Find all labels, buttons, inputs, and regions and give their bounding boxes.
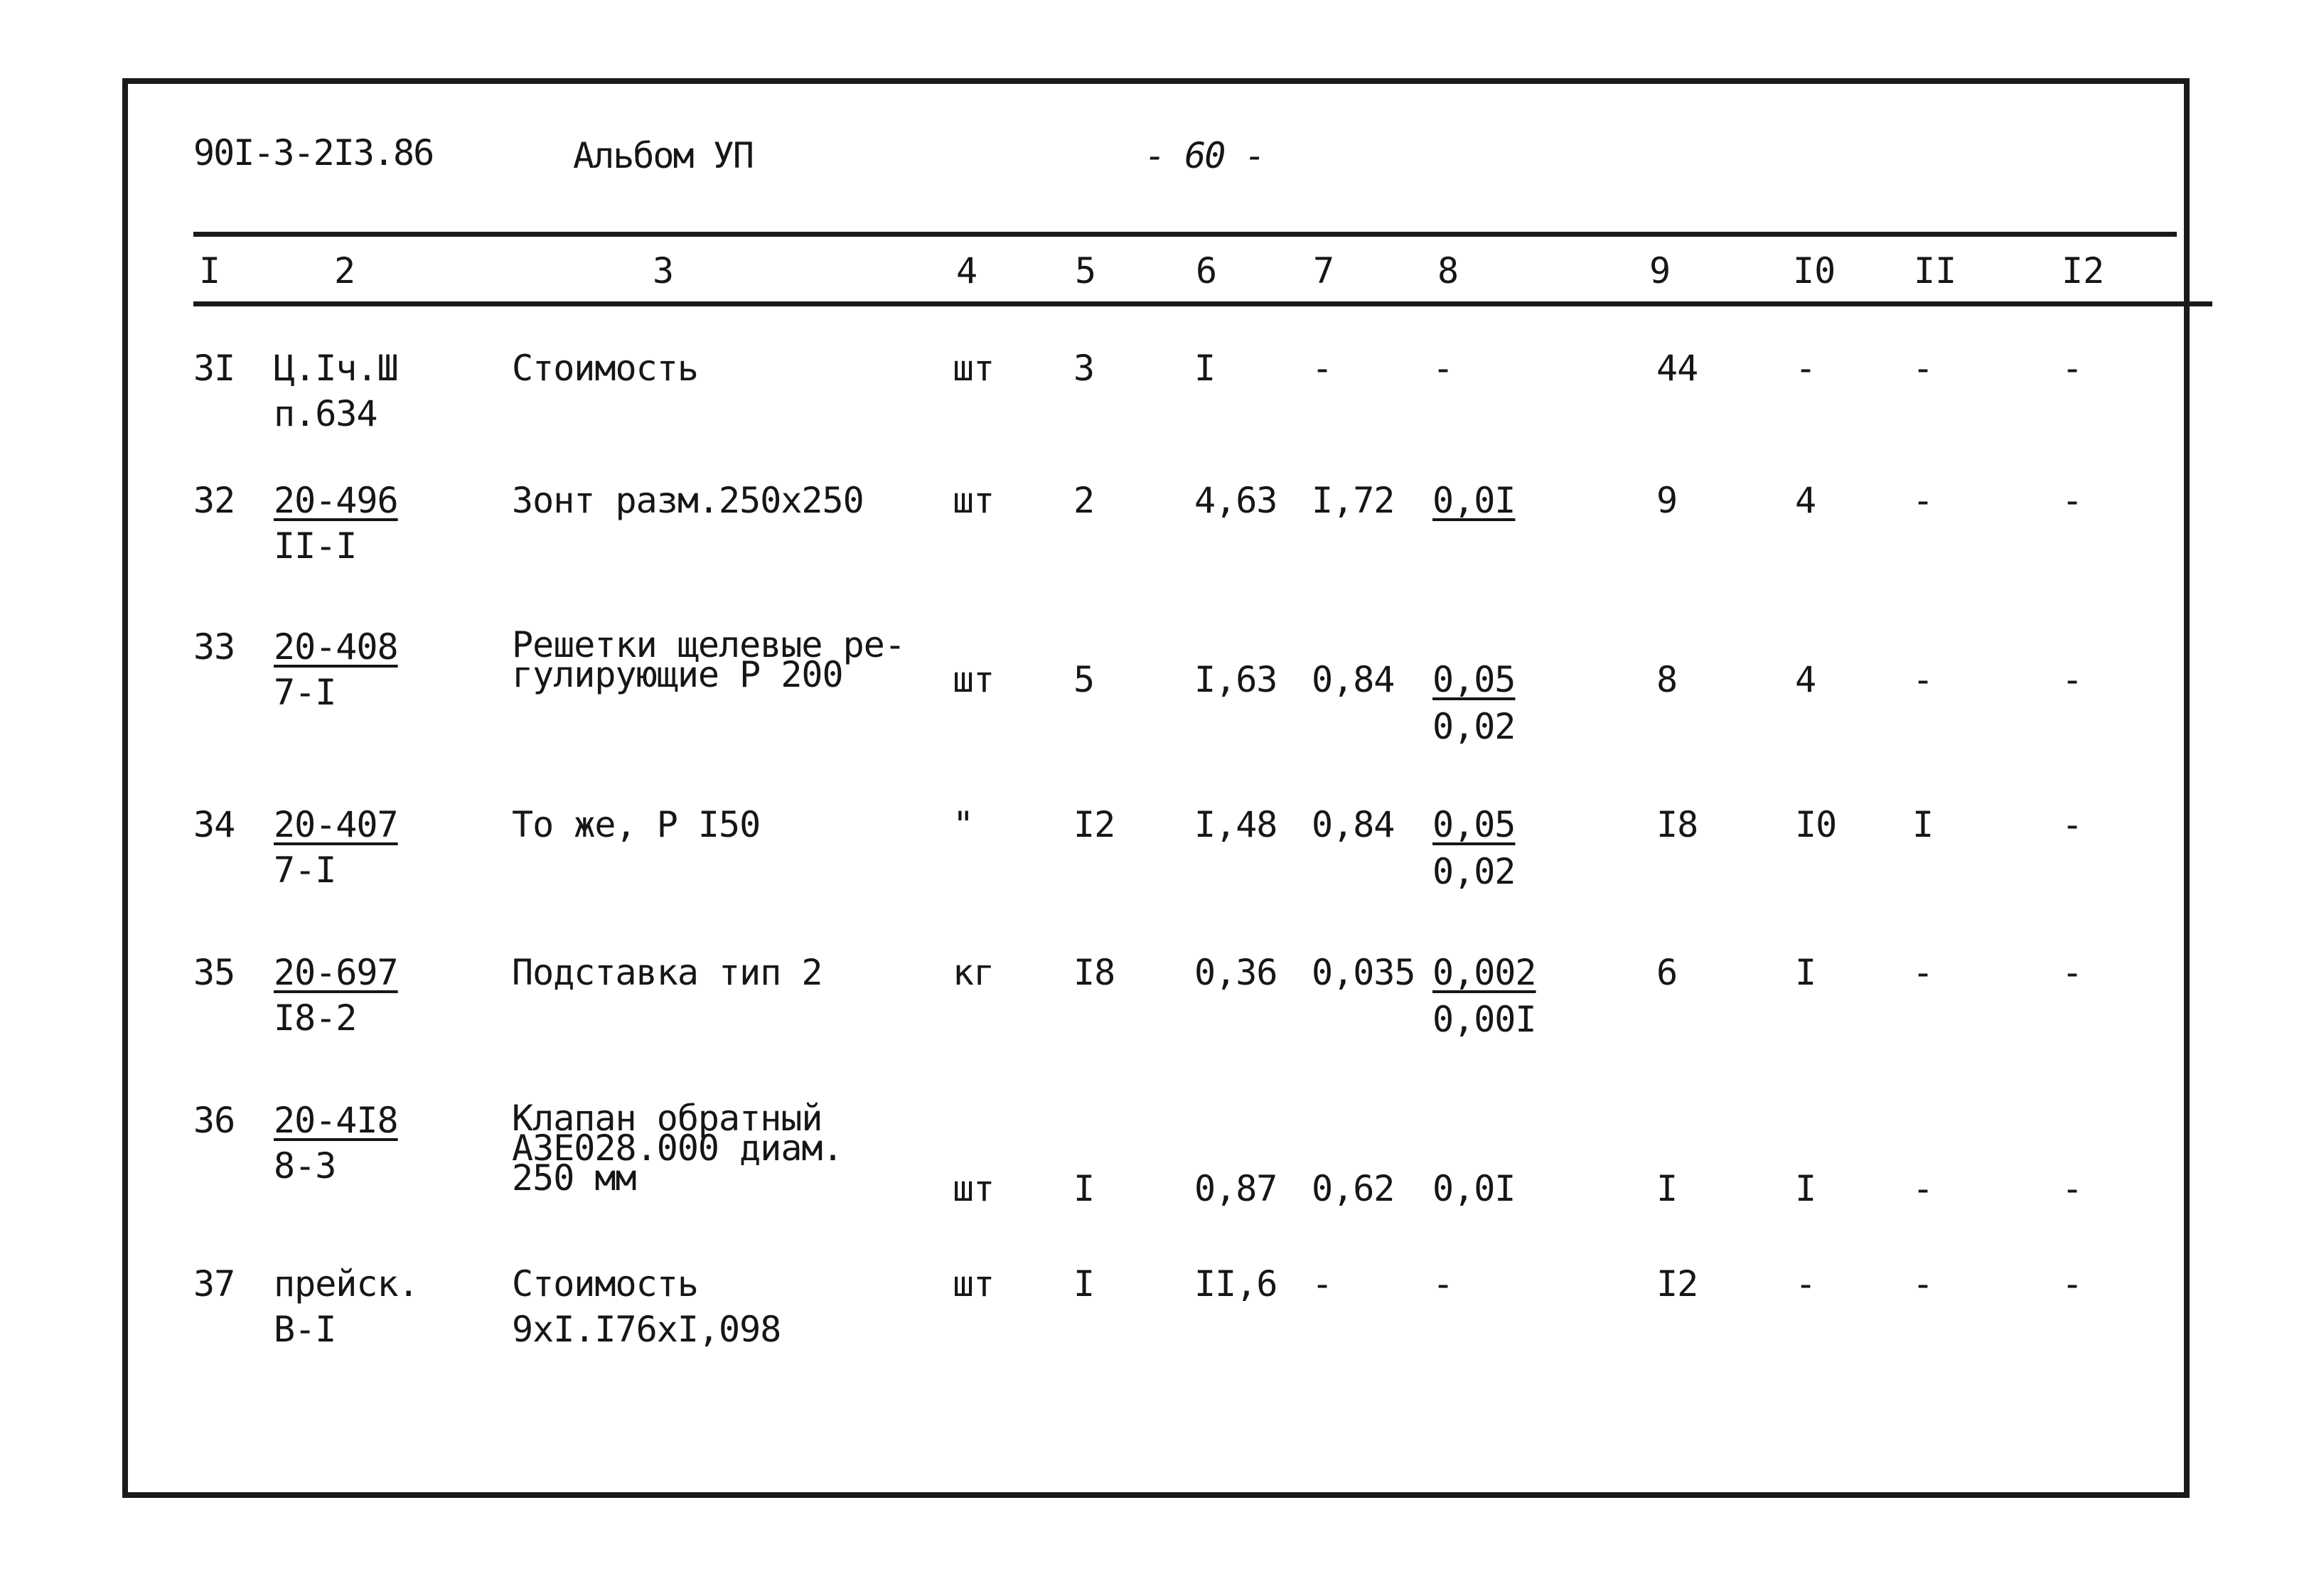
top-rule xyxy=(193,232,2177,237)
unit: " xyxy=(953,804,974,845)
quantity: 5 xyxy=(1073,659,1095,700)
quantity: 2 xyxy=(1073,480,1095,521)
item-name: То же, Р I50 xyxy=(512,804,761,845)
code-bottom: 7-I xyxy=(274,850,336,891)
col-9-value: 9 xyxy=(1656,480,1678,521)
col-8-value-top: 0,05 xyxy=(1432,659,1516,700)
code-top: прейск. xyxy=(274,1263,419,1305)
code-bottom: II-I xyxy=(274,525,357,567)
column-number: 8 xyxy=(1437,250,1459,291)
item-name: Решетки щелевые ре- гулирующие Р 200 xyxy=(512,624,905,695)
page-frame xyxy=(122,78,2190,1498)
column-number: 6 xyxy=(1196,250,1218,291)
code-top: 20-4I8 xyxy=(274,1100,398,1141)
col-11-value: - xyxy=(1912,1263,1934,1305)
col-12-value: - xyxy=(2062,804,2083,845)
col-8-value-bottom: 0,02 xyxy=(1432,706,1516,747)
column-number: 7 xyxy=(1313,250,1335,291)
code-top: 20-496 xyxy=(274,480,398,521)
unit: шт xyxy=(953,1263,995,1305)
col-8-value-top: 0,002 xyxy=(1432,952,1536,993)
row-number: 37 xyxy=(193,1263,235,1305)
col-7-value: I,72 xyxy=(1312,480,1395,521)
col-7-value: 0,84 xyxy=(1312,804,1395,845)
col-10-value: - xyxy=(1795,348,1816,389)
page-number: - 60 - xyxy=(1145,135,1265,176)
col-6-value: 0,36 xyxy=(1194,952,1277,993)
row-number: 32 xyxy=(193,480,235,521)
column-number: 4 xyxy=(956,250,978,291)
item-name-line2: 9xI.I76xI,098 xyxy=(512,1309,781,1350)
col-12-value: - xyxy=(2062,952,2083,993)
column-number: I2 xyxy=(2062,250,2105,291)
row-number: 3I xyxy=(193,348,235,389)
code-bottom: В-I xyxy=(274,1309,336,1350)
quantity: I8 xyxy=(1073,952,1115,993)
col-8-value-top: - xyxy=(1432,348,1454,389)
col-6-value: I xyxy=(1194,348,1216,389)
col-7-value: - xyxy=(1312,348,1333,389)
column-number: I xyxy=(199,250,221,291)
col-8-value-top: 0,05 xyxy=(1432,804,1516,845)
col-6-value: II,6 xyxy=(1194,1263,1277,1305)
col-11-value: - xyxy=(1912,480,1934,521)
col-8-value-bottom: 0,00I xyxy=(1432,999,1536,1040)
col-9-value: I8 xyxy=(1656,804,1698,845)
col-7-value: 0,62 xyxy=(1312,1168,1395,1209)
unit: кг xyxy=(953,952,995,993)
column-number: 3 xyxy=(653,250,675,291)
col-11-value: - xyxy=(1912,659,1934,700)
col-7-value: 0,035 xyxy=(1312,952,1415,993)
col-9-value: 8 xyxy=(1656,659,1678,700)
code-bottom: 7-I xyxy=(274,672,336,713)
col-12-value: - xyxy=(2062,1168,2083,1209)
col-7-value: 0,84 xyxy=(1312,659,1395,700)
col-8-value-top: - xyxy=(1432,1263,1454,1305)
row-number: 36 xyxy=(193,1100,235,1141)
column-number: 5 xyxy=(1075,250,1097,291)
unit: шт xyxy=(953,1168,995,1209)
code-bottom: п.634 xyxy=(274,393,377,434)
code-top: 20-408 xyxy=(274,626,398,668)
code-top: 20-407 xyxy=(274,804,398,845)
item-name: Стоимость xyxy=(512,348,698,389)
col-12-value: - xyxy=(2062,480,2083,521)
col-9-value: 6 xyxy=(1656,952,1678,993)
unit: шт xyxy=(953,348,995,389)
item-name: Стоимость xyxy=(512,1263,698,1305)
col-10-value: I0 xyxy=(1795,804,1837,845)
col-10-value: - xyxy=(1795,1263,1816,1305)
col-7-value: - xyxy=(1312,1263,1333,1305)
col-8-value-top: 0,0I xyxy=(1432,1168,1516,1209)
unit: шт xyxy=(953,480,995,521)
row-number: 33 xyxy=(193,626,235,668)
code-top: 20-697 xyxy=(274,952,398,993)
col-9-value: I xyxy=(1656,1168,1678,1209)
col-10-value: I xyxy=(1795,952,1816,993)
item-name: Зонт разм.250x250 xyxy=(512,480,864,521)
col-10-value: 4 xyxy=(1795,659,1816,700)
code-top: Ц.Iч.Ш xyxy=(274,348,398,389)
column-number: 2 xyxy=(334,250,356,291)
unit: шт xyxy=(953,659,995,700)
col-11-value: I xyxy=(1912,804,1934,845)
col-8-value-bottom: 0,02 xyxy=(1432,851,1516,892)
col-6-value: 4,63 xyxy=(1194,480,1277,521)
col-10-value: 4 xyxy=(1795,480,1816,521)
column-number: 9 xyxy=(1649,250,1671,291)
col-11-value: - xyxy=(1912,1168,1934,1209)
col-10-value: I xyxy=(1795,1168,1816,1209)
col-11-value: - xyxy=(1912,348,1934,389)
item-name: Подставка тип 2 xyxy=(512,952,823,993)
column-header-rule xyxy=(193,301,2212,306)
col-12-value: - xyxy=(2062,1263,2083,1305)
row-number: 35 xyxy=(193,952,235,993)
col-11-value: - xyxy=(1912,952,1934,993)
col-9-value: I2 xyxy=(1656,1263,1698,1305)
column-number: II xyxy=(1914,250,1957,291)
col-9-value: 44 xyxy=(1656,348,1698,389)
col-12-value: - xyxy=(2062,659,2083,700)
quantity: I2 xyxy=(1073,804,1115,845)
col-6-value: I,63 xyxy=(1194,659,1277,700)
document-code: 90I-3-2I3.86 xyxy=(193,132,434,173)
col-8-value-top: 0,0I xyxy=(1432,480,1516,521)
column-number: I0 xyxy=(1793,250,1836,291)
col-12-value: - xyxy=(2062,348,2083,389)
quantity: 3 xyxy=(1073,348,1095,389)
row-number: 34 xyxy=(193,804,235,845)
col-6-value: 0,87 xyxy=(1194,1168,1277,1209)
quantity: I xyxy=(1073,1168,1095,1209)
album-label: Альбом УП xyxy=(573,135,753,176)
quantity: I xyxy=(1073,1263,1095,1305)
code-bottom: 8-3 xyxy=(274,1145,336,1187)
code-bottom: I8-2 xyxy=(274,997,357,1039)
col-6-value: I,48 xyxy=(1194,804,1277,845)
item-name: Клапан обратный АЗЕ028.000 диам. 250 мм xyxy=(512,1098,843,1199)
